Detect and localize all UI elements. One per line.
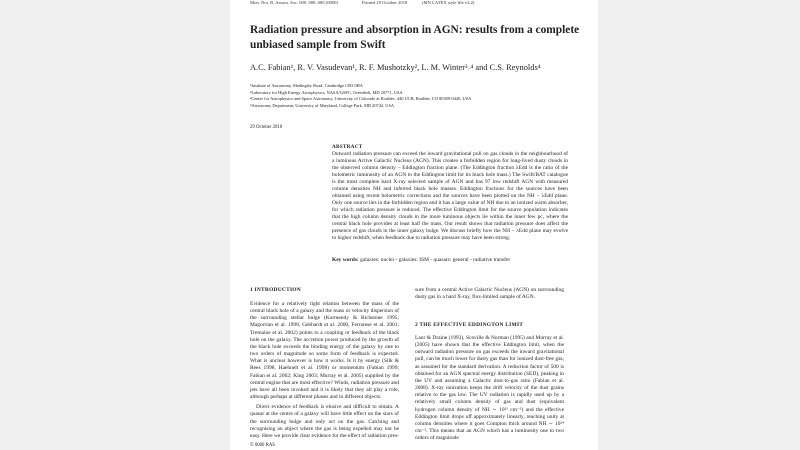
author-list: A.C. Fabian¹, R. V. Vasudevan¹, R. F. Mushotzky², L. M. Winter³˒⁴ and C.S. Reynolds⁴ — [250, 63, 541, 72]
affiliation: ²Laboratory for High Energy Astrophysics, NASA/GSFC, Greenbelt, MD 20771, USA — [250, 89, 403, 95]
affiliation: ³Center for Astrophysics and Space Astronomy, University of Colorado at Boulder, 440 UCB, Boulder, CO 80309-0440, USA — [250, 96, 472, 102]
running-head-printed: Printed 29 October 2018 — [362, 0, 408, 5]
section-heading-introduction: 1 INTRODUCTION — [250, 287, 301, 293]
running-head-journal: Mon. Not. R. Astron. Soc. 000, 000–000 (0000) — [250, 0, 338, 5]
keywords-label: Key words: — [332, 257, 359, 263]
keywords — [332, 257, 568, 264]
keywords-text: galaxies: nuclei - galaxies: ISM - quasars: general - radiative transfer — [360, 257, 511, 263]
abstract-heading: ABSTRACT — [332, 144, 363, 150]
copyright-footer: © 0000 RAS — [250, 443, 275, 448]
paper-page — [230, 0, 598, 450]
right-column-continuation: sure from a central Active Galactic Nucleus (AGN) on surrounding dusty gas in a hard X-ray, flux-limited sample of AGN. — [415, 287, 564, 301]
paragraph: Direct evidence of feedback is elusive and difficult to obtain. A quasar at the centre of a galaxy will have little effect on the stars of the surrounding bulge and only act on the gas. Catching and recognising an object where the gas is being expelled may not be easy. Here we provide clear evidence for the effect of radiation pres- — [250, 404, 399, 439]
affiliation: ⁴Astronomy Department, University of Maryland, College Park, MD 20742, USA — [250, 102, 395, 108]
section-heading-eddington-limit: 2 THE EFFECTIVE EDDINGTON LIMIT — [415, 322, 524, 328]
paper-date: 29 October 2018 — [250, 125, 283, 130]
running-head-style: (MN LATEX style file v2.2) — [422, 0, 475, 5]
paragraph: Evidence for a relatively tight relation between the mass of the central black hole of a galaxy and the mass or velocity dispersion of the surrounding stellar bulge (Kormendy & Richstone 1995; Magorrian et al. 1998, Gebhardt et al. 2000, Ferrarese et al. 2001; Tremaine et al. 2002) points to a coupling or feedback of the black hole on the galaxy. The accretion power produced by the growth of the black hole exceeds the binding energy of the galaxy by one to two orders of magnitude so some form of feedback is expected. What is unclear however is how it works. Is it by energy (Silk & Rees 1998, Haehnelt et al. 1998) or momentum (Fabian 1999; Fabian et al. 2002; King 2003; Murray et al. 2005) supplied by the central engine that are most effective? Winds, radiation pressure and jets have all been invoked and it is likely that they all play a role, although perhaps at different phases and in different objects. — [250, 301, 399, 401]
right-column-paragraph: Laor & Draine (1993), Scoville & Norman (1995) and Murray et al. (2005) have shown that the effective Eddington limit, when the outward radiation pressure on gas exceeds the inward gravitational pull, can be much lower for dusty gas than for ionized dust-free gas, as assumed for the standard derivation. A reduction factor of 500 is obtained for an AGN spectral energy distribution (SED), peaking in the UV and assuming a Galactic dust-to-gas ratio (Fabian et al. 2008). X-ray ionization keeps the drift velocity of the dust grains relative to the gas low. The UV radiation is rapidly used up by a relatively small column density of gas and dust (equivalent hydrogen column density of NH ∼ 10²¹ cm⁻²) and the effective Eddington limit drops off approximately linearly, reaching unity at column densities where it goes Compton thick around NH ∼ 10²⁴ cm⁻². This means that an AGN which has a luminosity one to two orders of magnitude — [415, 335, 564, 442]
left-column — [250, 301, 399, 440]
affiliation: ¹Institute of Astronomy, Madingley Road, Cambridge CB3 0HA — [250, 83, 363, 88]
paper-title: Radiation pressure and absorption in AGN: results from a complete unbiased sample from Swift — [250, 24, 580, 51]
abstract-text: Outward radiation pressure can exceed the inward gravitational pull on gas clouds in the neighbourhood of a luminous Active Galactic Nucleus (AGN). This creates a forbidden region for long-lived dusty clouds in the observed column density – Eddington fraction plane. (The Eddington fraction λEdd is the ratio of the bolometric luminosity of an AGN to the Eddington limit for its black hole mass.) The Swift/BAT catalogue is the most complete hard X-ray selected sample of AGN and has 97 low redshift AGN with measured column densities NH and inferred black hole masses. Eddington fractions for the sources have been obtained using recent bolometric corrections and the sources have been plotted on the NH − λEdd plane. Only one source lies in the forbidden region and it has a large value of NH due to an ionized warm absorber, for which radiation pressure is reduced. The effective Eddington limit for the source population indicates that the high column density clouds in the more luminous objects lie within the inner few pc, where the central black hole provides at least half the mass. Our result shows that radiation pressure does affect the presence of gas clouds in the inner galaxy bulge. We discuss briefly how the NH − λEdd plane may evolve to higher redshift, when feedback due to radiation pressure may have been strong. — [332, 151, 568, 242]
affiliations — [250, 83, 570, 109]
